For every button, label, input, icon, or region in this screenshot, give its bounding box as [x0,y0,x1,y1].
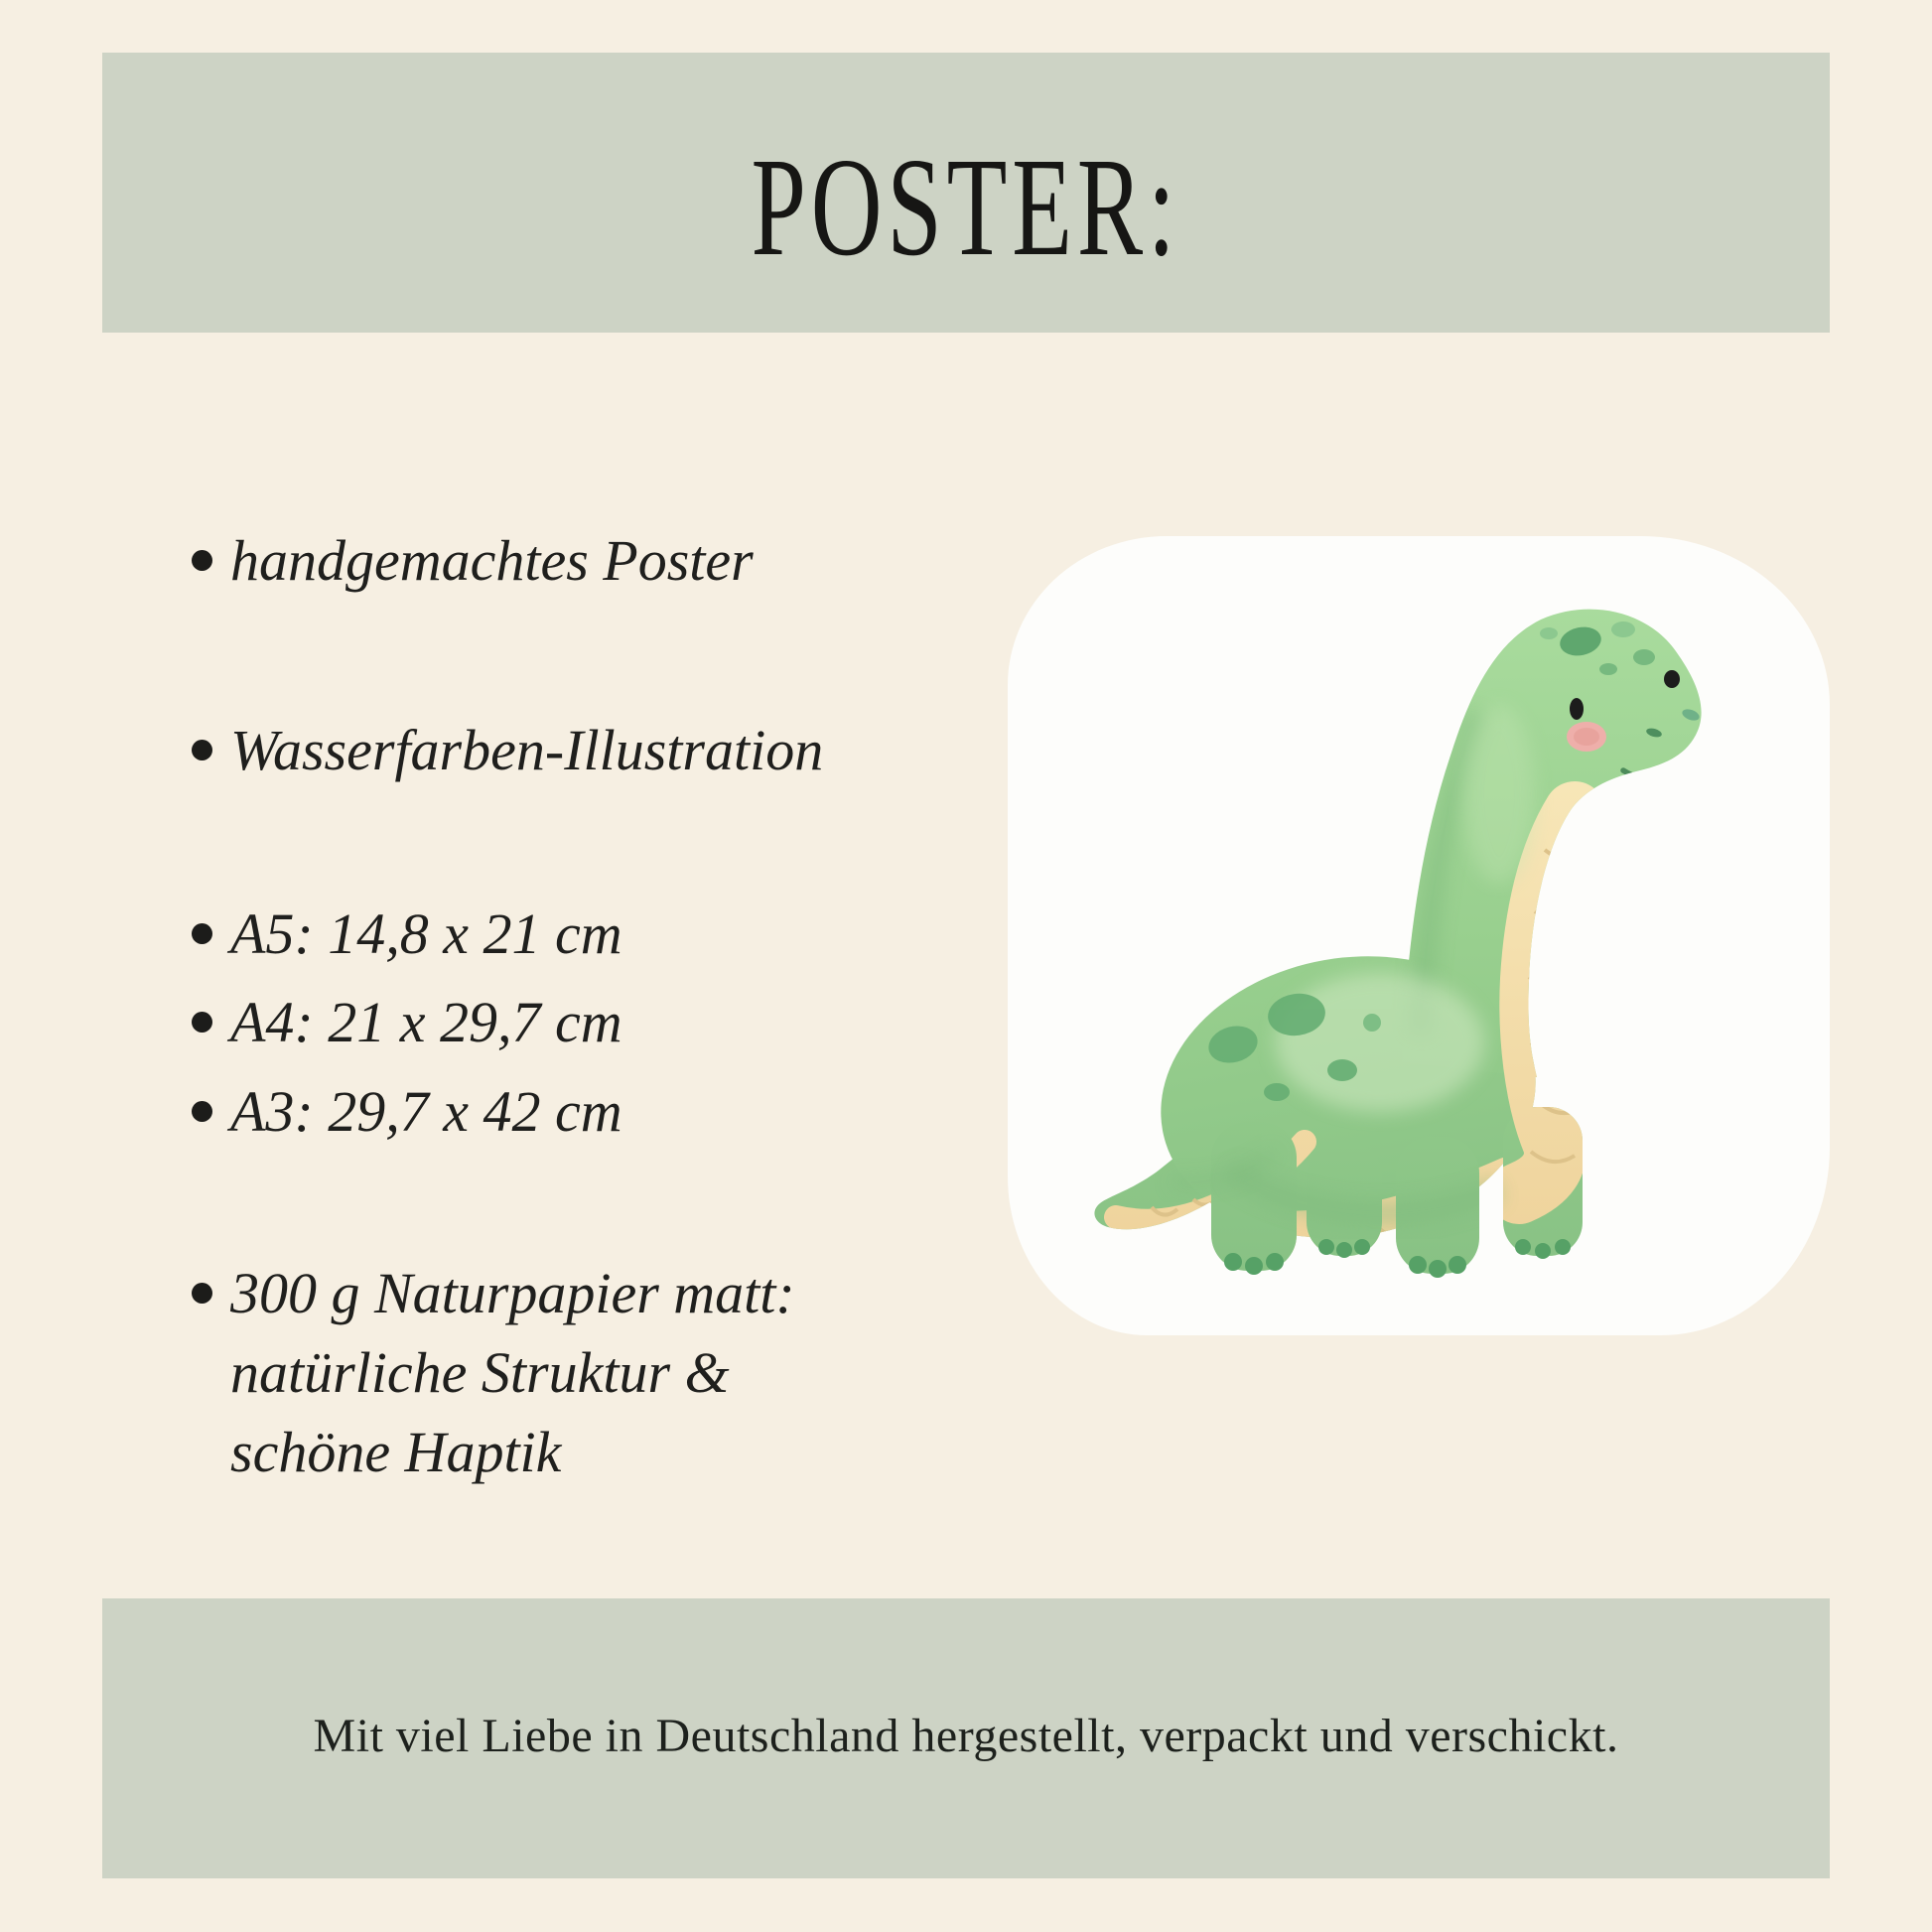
dinosaur-illustration [1082,586,1718,1311]
dino-left-eye [1570,698,1584,720]
feature-text: A3: 29,7 x 42 cm [230,1079,622,1144]
list-item [192,1254,795,1492]
feature-text-line: natürliche Struktur & [230,1340,730,1405]
dino-belly-neck [1519,812,1596,1193]
bullet-dot-icon [192,740,212,760]
feature-text-line: schöne Haptik [230,1420,562,1484]
dino-right-eye [1664,670,1680,688]
bullet-dot-icon [192,1283,212,1304]
bullet-dot-icon [192,1012,212,1033]
feature-text: handgemachtes Poster [230,528,754,593]
feature-text-line: 300 g Naturpapier matt: [230,1261,795,1325]
list-item [192,526,754,596]
page-title: POSTER: [751,128,1180,285]
header-band [102,53,1830,333]
feature-text: A5: 14,8 x 21 cm [230,901,622,966]
bullet-dot-icon [192,923,212,944]
list-item [192,899,622,969]
footer-band [102,1598,1830,1878]
list-item [192,988,622,1057]
feature-text [230,1254,795,1492]
dino-figure [1094,610,1701,1278]
feature-text: Wasserfarben-Illustration [230,718,824,782]
bullet-dot-icon [192,1101,212,1122]
feature-text: A4: 21 x 29,7 cm [230,990,622,1054]
footer-text: Mit viel Liebe in Deutschland hergestellt, verpackt und verschickt. [313,1709,1619,1762]
list-item [192,1077,622,1147]
list-item [192,716,823,785]
bullet-dot-icon [192,550,212,571]
